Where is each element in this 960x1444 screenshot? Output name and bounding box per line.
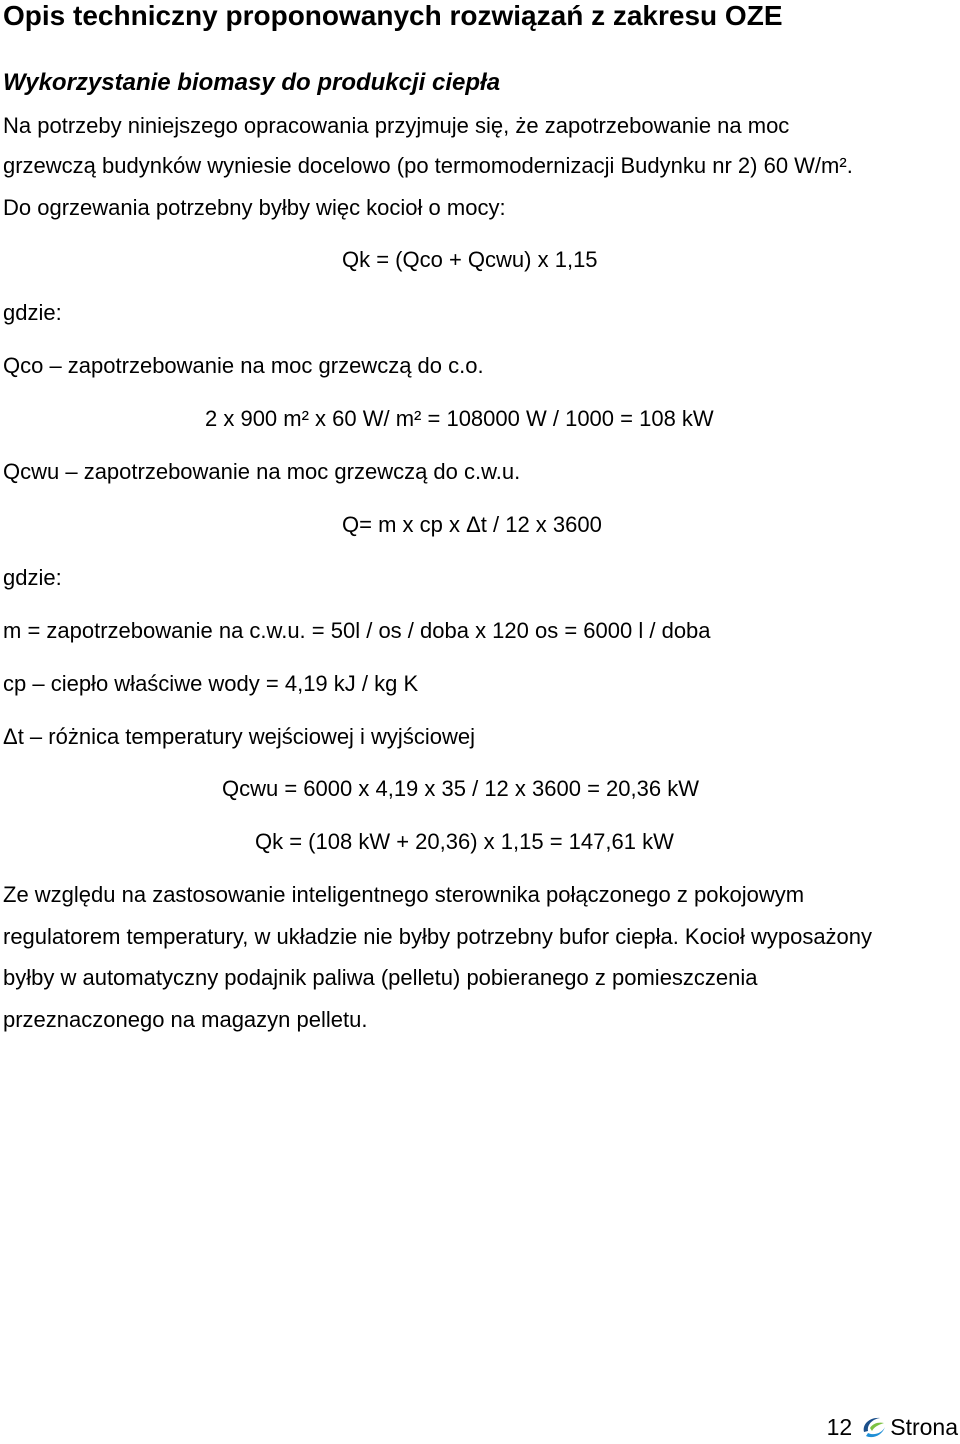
intro-line: grzewczą budynków wyniesie docelowo (po termomodernizacji Budynku nr 2) 60 W/m². [3, 153, 853, 178]
qcwu-definition: Qcwu – zapotrzebowanie na moc grzewczą do c.w.u. [3, 459, 521, 484]
dt-definition: Δt – różnica temperatury wejściowej i wyjściowej [3, 724, 475, 749]
formula-q: Q= m x cp x Δt / 12 x 3600 [342, 512, 602, 537]
page-title: Opis techniczny proponowanych rozwiązań z zakresu OZE [3, 0, 783, 31]
conclusion-line: przeznaczonego na magazyn pelletu. [3, 1007, 368, 1032]
qk-calculation: Qk = (108 kW + 20,36) x 1,15 = 147,61 kW [255, 829, 674, 854]
page-label: Strona [890, 1413, 958, 1440]
qco-calculation: 2 x 900 m² x 60 W/ m² = 108000 W / 1000 = 108 kW [205, 406, 714, 431]
intro-line: Na potrzeby niniejszego opracowania przyjmuje się, że zapotrzebowanie na moc [3, 113, 790, 138]
m-definition: m = zapotrzebowanie na c.w.u. = 50l / os / doba x 120 os = 6000 l / doba [3, 618, 711, 643]
qcwu-calculation: Qcwu = 6000 x 4,19 x 35 / 12 x 3600 = 20,36 kW [222, 776, 699, 801]
conclusion-line: regulatorem temperatury, w układzie nie byłby potrzebny bufor ciepła. Kocioł wyposażony [3, 924, 873, 949]
page-footer [827, 1412, 958, 1442]
cp-definition: cp – ciepło właściwe wody = 4,19 kJ / kg K [3, 671, 419, 696]
where-label: gdzie: [3, 300, 62, 325]
conclusion-line: byłby w automatyczny podajnik paliwa (pelletu) pobieranego z pomieszczenia [3, 965, 758, 990]
intro-line: Do ogrzewania potrzebny byłby więc kocioł o mocy: [3, 195, 506, 220]
qco-definition: Qco – zapotrzebowanie na moc grzewczą do c.o. [3, 353, 484, 378]
where-label: gdzie: [3, 565, 62, 590]
conclusion-line: Ze względu na zastosowanie inteligentnego sterownika połączonego z pokojowym [3, 882, 805, 907]
formula-qk: Qk = (Qco + Qcwu) x 1,15 [342, 247, 598, 272]
page-number: 12 [826, 1413, 853, 1440]
section-subtitle: Wykorzystanie biomasy do produkcji ciepła [3, 69, 501, 96]
company-logo-icon [858, 1412, 888, 1442]
